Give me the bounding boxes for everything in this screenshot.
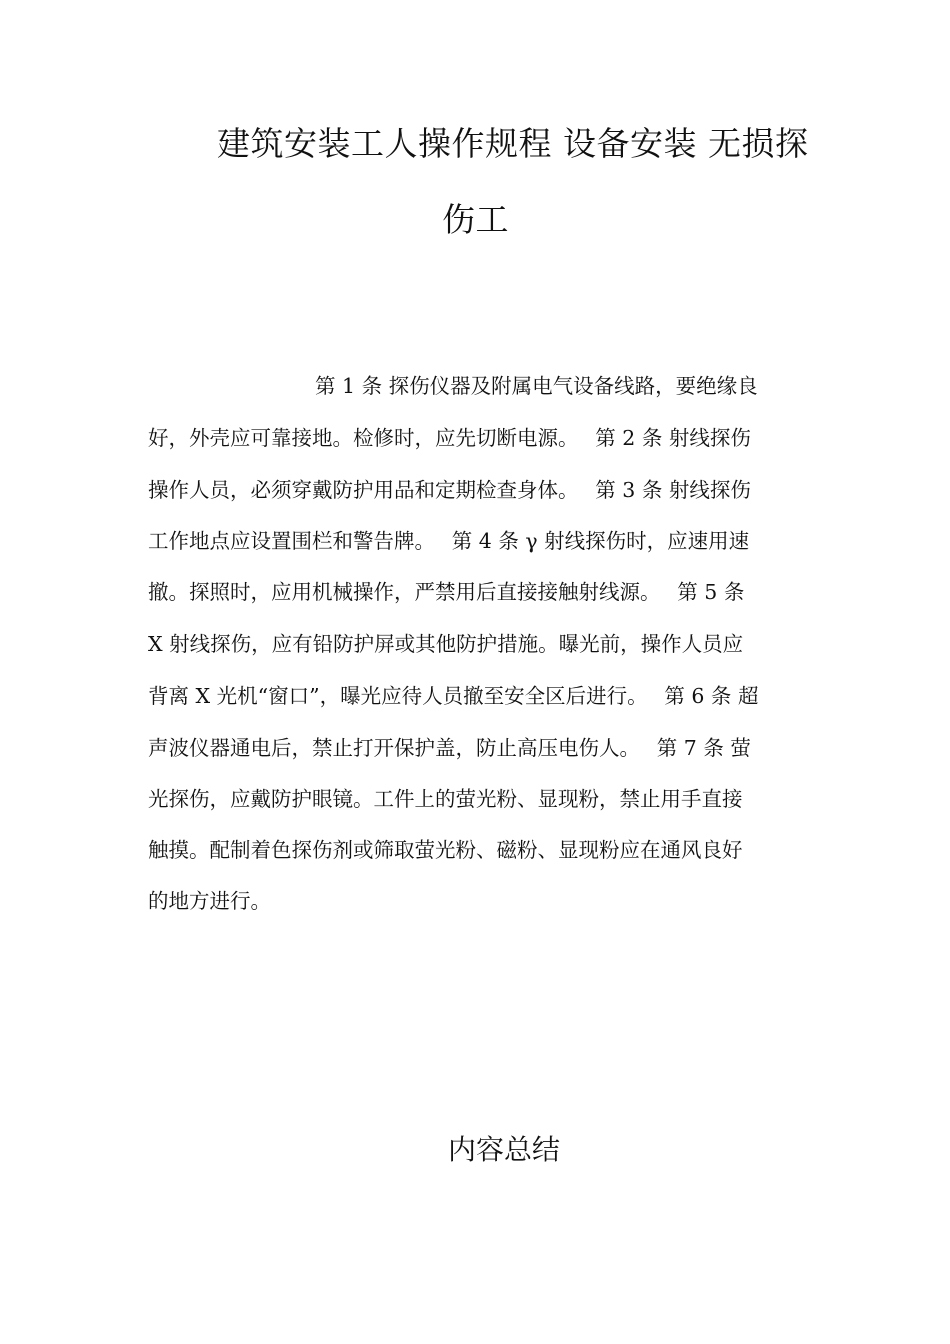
body-line-7: 背离 X 光机“窗口”，曝光应待人员撤至安全区后进行。 第 6 条 超 [148, 684, 759, 708]
body-line-4: 工作地点应设置围栏和警告牌。 第 4 条 γ 射线探伤时，应速用速 [148, 529, 750, 553]
body-line-1: 第 1 条 探伤仪器及附属电气设备线路，要绝缘良 [315, 374, 758, 398]
body-line-2: 好，外壳应可靠接地。检修时，应先切断电源。 第 2 条 射线探伤 [148, 426, 751, 450]
body-line-9: 光探伤，应戴防护眼镜。工件上的萤光粉、显现粉，禁止用手直接 [148, 787, 743, 811]
summary-heading: 内容总结 [448, 1133, 561, 1166]
document-title-line-1: 建筑安装工人操作规程 设备安装 无损探 [217, 124, 809, 163]
body-line-3: 操作人员，必须穿戴防护用品和定期检查身体。 第 3 条 射线探伤 [148, 478, 751, 502]
regulation-body [148, 361, 800, 921]
document-title-line-2: 伤工 [442, 200, 509, 239]
body-line-10: 触摸。配制着色探伤剂或筛取萤光粉、磁粉、显现粉应在通风良好 [148, 838, 743, 862]
body-line-6: X 射线探伤，应有铅防护屏或其他防护措施。曝光前，操作人员应 [148, 632, 744, 656]
body-line-8: 声波仪器通电后，禁止打开保护盖，防止高压电伤人。 第 7 条 萤 [148, 736, 751, 760]
body-line-5: 撤。探照时，应用机械操作，严禁用后直接接触射线源。 第 5 条 [148, 580, 745, 604]
body-line-11: 的地方进行。 [148, 889, 271, 913]
